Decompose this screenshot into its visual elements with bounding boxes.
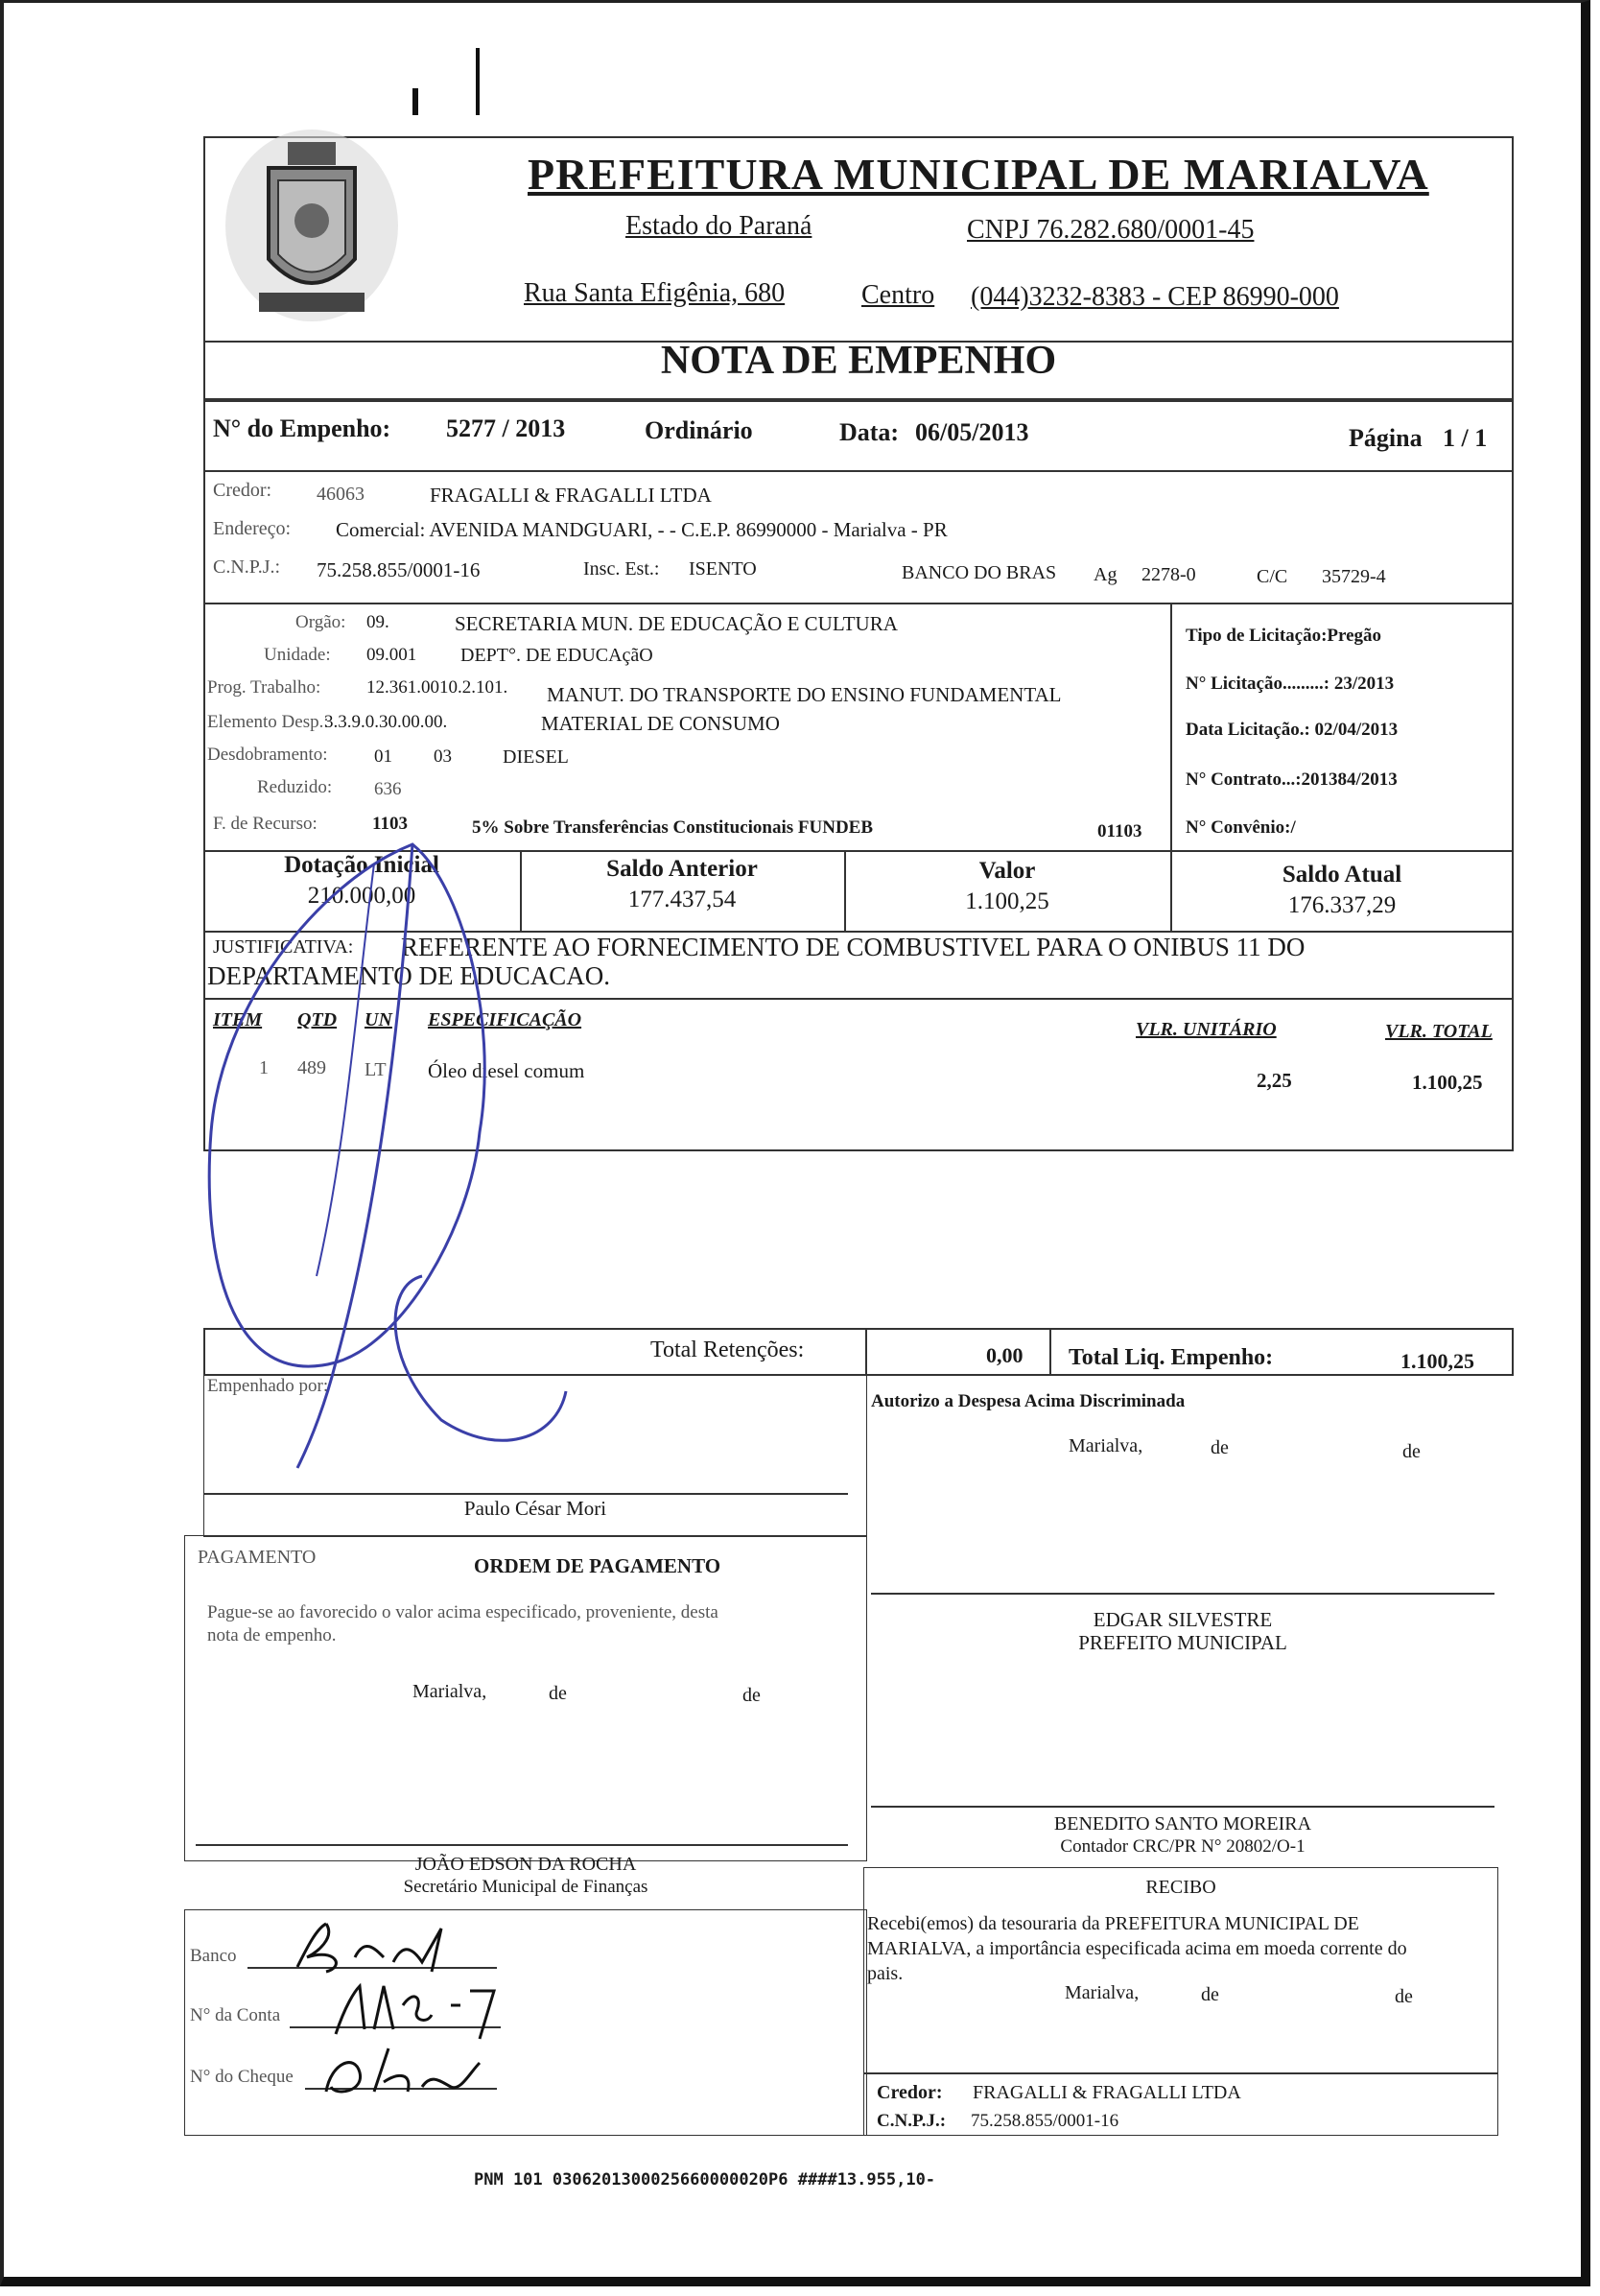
contrato-num: N° Contrato...:201384/2013 xyxy=(1186,769,1398,790)
empenhado-sign-line xyxy=(203,1493,848,1495)
cnpj-label: C.N.P.J.: xyxy=(213,556,281,578)
empenho-type: Ordinário xyxy=(645,416,753,444)
row-total: 1.100,25 xyxy=(1412,1071,1483,1094)
empenhado-name: Paulo César Mori xyxy=(463,1497,607,1520)
desd-name: DIESEL xyxy=(503,746,569,768)
credor-name: FRAGALLI & FRAGALLI LTDA xyxy=(430,484,712,507)
empenhado-label: Empenhado por: xyxy=(207,1376,329,1396)
insc-value: ISENTO xyxy=(689,558,757,580)
district: Centro xyxy=(861,280,935,310)
recurso-code: 1103 xyxy=(372,814,408,834)
col-espec: ESPECIFICAÇÃO xyxy=(428,1009,582,1030)
row-unit: 2,25 xyxy=(1257,1069,1292,1092)
cc-value: 35729-4 xyxy=(1322,566,1386,587)
bank-name: BANCO DO BRAS xyxy=(902,562,1057,583)
orgao-name: SECRETARIA MUN. DE EDUCAÇÃO E CULTURA xyxy=(455,612,898,635)
desd-a: 01 xyxy=(374,746,392,767)
secretario-title: Secretário Municipal de Finanças xyxy=(403,1877,648,1897)
recibo-credor: FRAGALLI & FRAGALLI LTDA xyxy=(973,2082,1241,2103)
autorizo-de1: de xyxy=(1211,1437,1229,1458)
page-label: Página xyxy=(1349,424,1423,452)
valor-label: Valor xyxy=(978,858,1036,884)
contador-title: Contador CRC/PR N° 20802/O-1 xyxy=(1060,1836,1306,1857)
desd-label: Desdobramento: xyxy=(207,745,328,765)
desd-b: 03 xyxy=(434,746,452,767)
recibo-title: RECIBO xyxy=(1145,1877,1216,1898)
page-number: 1 / 1 xyxy=(1443,424,1488,452)
pagamento-label: PAGAMENTO xyxy=(198,1547,317,1568)
contador-name: BENEDITO SANTO MOREIRA xyxy=(1053,1813,1312,1834)
elem-code: 3.3.9.0.30.00.00. xyxy=(324,712,448,732)
handwriting-cheque xyxy=(317,2044,489,2101)
credor-code: 46063 xyxy=(317,484,365,505)
empenho-label: N° do Empenho: xyxy=(213,414,391,442)
coat-of-arms xyxy=(221,125,403,326)
retencoes-value: 0,00 xyxy=(986,1343,1024,1367)
reduz-label: Reduzido: xyxy=(257,777,333,797)
liq-label: Total Liq. Empenho: xyxy=(1069,1345,1274,1370)
date-value: 06/05/2013 xyxy=(915,418,1029,446)
pagamento-de2: de xyxy=(742,1685,761,1706)
recibo-text1: Recebi(emos) da tesouraria da PREFEITURA MUNICIPAL DE xyxy=(867,1913,1359,1934)
contador-sign-line xyxy=(871,1806,1494,1808)
licitacao-num: N° Licitação.........: 23/2013 xyxy=(1186,674,1395,694)
totals-sep-1 xyxy=(865,1328,867,1376)
phone-cep: (044)3232-8383 - CEP 86990-000 xyxy=(971,282,1339,312)
empenho-number: 5277 / 2013 xyxy=(446,414,566,442)
recurso-name: 5% Sobre Transferências Constitucionais FUNDEB xyxy=(472,817,874,838)
valor-value: 1.100,25 xyxy=(965,888,1049,914)
title-divider xyxy=(203,398,1514,402)
pagamento-text2: nota de empenho. xyxy=(207,1625,337,1645)
credor-cnpj: 75.258.855/0001-16 xyxy=(317,558,481,581)
col-qtd: QTD xyxy=(297,1009,338,1030)
prog-code: 12.361.0010.2.101. xyxy=(366,677,508,698)
dotacao-label: Dotação Inicial xyxy=(284,852,439,878)
empenho-divider xyxy=(203,470,1514,472)
justificativa-line1: REFERENTE AO FORNECIMENTO DE COMBUSTIVEL PARA O ONIBUS 11 DO xyxy=(401,933,1306,961)
cnpj-header: CNPJ 76.282.680/0001-45 xyxy=(967,215,1255,245)
prog-label: Prog. Trabalho: xyxy=(207,677,321,698)
licitacao-divider xyxy=(1170,603,1172,852)
state-name: Estado do Paraná xyxy=(625,211,812,241)
conta-label: N° da Conta xyxy=(190,2005,281,2025)
scan-mark xyxy=(476,48,480,115)
col-un: UN xyxy=(365,1009,392,1030)
recibo-cnpj-label: C.N.P.J.: xyxy=(877,2111,947,2131)
row-item: 1 xyxy=(259,1057,269,1078)
orgao-label: Orgão: xyxy=(295,612,346,632)
scan-dot xyxy=(412,88,418,115)
autorizo-label: Autorizo a Despesa Acima Discriminada xyxy=(871,1391,1186,1411)
justificativa-line2: DEPARTAMENTO DE EDUCACAO. xyxy=(207,961,610,990)
pagamento-city: Marialva, xyxy=(412,1681,487,1702)
banco-label: Banco xyxy=(190,1946,237,1966)
footer-code: PNM 101 0306201300025660000020P6 ####13.955,10- xyxy=(474,2170,936,2189)
autorizo-city: Marialva, xyxy=(1069,1435,1143,1456)
autorizo-de2: de xyxy=(1402,1441,1421,1462)
saldo-atual-value: 176.337,29 xyxy=(1287,892,1397,918)
recibo-divider xyxy=(863,2072,1498,2074)
pagamento-frame xyxy=(184,1535,867,1861)
endereco: Comercial: AVENIDA MANDGUARI, - - C.E.P. 86990000 - Marialva - PR xyxy=(336,518,948,541)
handwriting-banco xyxy=(288,1919,480,1976)
recibo-cnpj: 75.258.855/0001-16 xyxy=(971,2111,1119,2131)
col-unit: VLR. UNITÁRIO xyxy=(1136,1019,1277,1040)
insc-label: Insc. Est.: xyxy=(583,558,660,580)
liq-value: 1.100,25 xyxy=(1400,1349,1474,1373)
banco-frame xyxy=(184,1909,867,2136)
secretario-name: JOÃO EDSON DA ROCHA xyxy=(414,1854,637,1875)
credor-divider xyxy=(203,603,1514,604)
address: Rua Santa Efigênia, 680 xyxy=(524,278,786,308)
row-espec: Óleo diesel comum xyxy=(428,1059,585,1082)
orgao-code: 09. xyxy=(366,612,389,632)
elem-label: Elemento Desp.: xyxy=(207,712,329,732)
city-title: PREFEITURA MUNICIPAL DE MARIALVA xyxy=(528,150,1429,199)
unidade-code: 09.001 xyxy=(366,645,417,665)
recibo-city: Marialva, xyxy=(1065,1982,1140,2003)
prefeito-sign-line xyxy=(871,1593,1494,1595)
convenio-num: N° Convênio:/ xyxy=(1186,817,1296,838)
cheque-label: N° do Cheque xyxy=(190,2067,294,2087)
licitacao-data: Data Licitação.: 02/04/2013 xyxy=(1186,720,1399,740)
retencoes-label: Total Retenções: xyxy=(650,1337,805,1362)
ag-label: Ag xyxy=(1094,564,1118,585)
totals-sep-2 xyxy=(1049,1328,1051,1376)
recibo-text2: MARIALVA, a importância especificada acima em moeda corrente do xyxy=(867,1938,1407,1959)
ag-value: 2278-0 xyxy=(1141,564,1196,585)
secretario-sign-line xyxy=(196,1844,848,1846)
elem-name: MATERIAL DE CONSUMO xyxy=(541,712,780,735)
prefeito-name: EDGAR SILVESTRE xyxy=(1093,1608,1273,1631)
recurso-label: F. de Recurso: xyxy=(213,814,318,834)
saldo-anterior-label: Saldo Anterior xyxy=(606,856,758,882)
prog-name: MANUT. DO TRANSPORTE DO ENSINO FUNDAMENTAL xyxy=(547,683,1062,706)
unidade-name: DEPT°. DE EDUCAçãO xyxy=(460,645,653,666)
saldo-atual-label: Saldo Atual xyxy=(1282,862,1402,888)
licitacao-tipo: Tipo de Licitação:Pregão xyxy=(1186,626,1382,646)
col-total: VLR. TOTAL xyxy=(1385,1021,1493,1042)
recibo-de2: de xyxy=(1395,1986,1413,2007)
row-qtd: 489 xyxy=(297,1057,326,1078)
recibo-de1: de xyxy=(1201,1984,1219,2005)
credor-label: Credor: xyxy=(213,480,272,501)
reduz-value: 636 xyxy=(374,779,402,799)
ordem-label: ORDEM DE PAGAMENTO xyxy=(474,1554,721,1577)
justificativa-label: JUSTIFICATIVA: xyxy=(213,936,354,958)
recibo-credor-label: Credor: xyxy=(877,2082,943,2103)
endereco-label: Endereço: xyxy=(213,518,292,539)
cc-label: C/C xyxy=(1257,566,1288,587)
date-label: Data: xyxy=(839,418,900,446)
handwriting-conta xyxy=(326,1976,518,2044)
row-un: LT xyxy=(365,1059,387,1080)
doc-title: NOTA DE EMPENHO xyxy=(660,339,1057,383)
prefeito-title: PREFEITO MUNICIPAL xyxy=(1078,1631,1287,1654)
dotacao-value: 210.000,00 xyxy=(307,883,416,909)
unidade-label: Unidade: xyxy=(264,645,331,665)
col-item: ITEM xyxy=(213,1009,263,1030)
blue-ink-marks xyxy=(96,825,614,1478)
pagamento-de1: de xyxy=(549,1683,567,1704)
saldo-anterior-value: 177.437,54 xyxy=(627,887,737,912)
recibo-text3: pais. xyxy=(867,1963,904,1984)
recurso-num: 01103 xyxy=(1097,821,1142,841)
pagamento-text1: Pague-se ao favorecido o valor acima especificado, proveniente, desta xyxy=(207,1602,718,1622)
